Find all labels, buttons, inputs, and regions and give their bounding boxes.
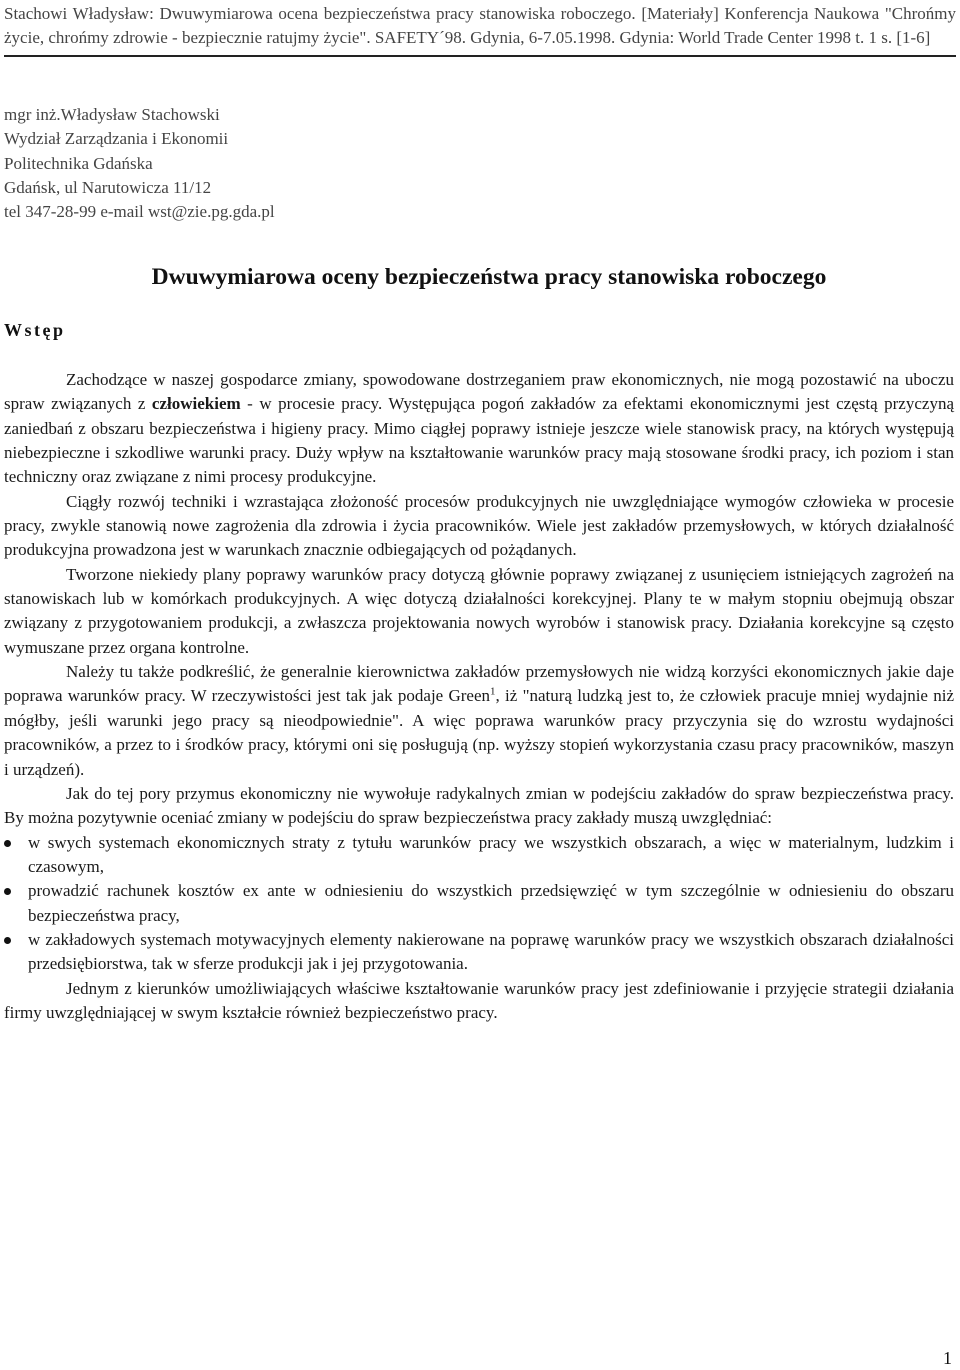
list-item bbox=[4, 928, 954, 977]
bullet-icon bbox=[4, 840, 11, 847]
page-number: 1 bbox=[943, 1348, 952, 1368]
author-name: mgr inż.Władysław Stachowski bbox=[4, 105, 220, 124]
paper-title: Dwuwymiarowa oceny bezpieczeństwa pracy stanowiska roboczego bbox=[151, 264, 827, 290]
list-item-text: w zakładowych systemach motywacyjnych elementy nakierowane na poprawę warunków pracy we wszystkich obszarach działalności przedsiębiorstwa, tak w sferze produkcji jak i jej przygotowania. bbox=[28, 929, 954, 974]
bullet-icon bbox=[4, 937, 11, 944]
paragraph-text: , iż "naturą ludzką jest to, że człowiek pracuje mniej wydajnie niż mógłby, jeśli warunki jego pracy są nieodpowiednie". A więc poprawa warunków pracy przyczynia się do wzrostu wydajności pracowników, a przez to i środków pracy, którymi oni się posługują (np. wyższy stopień wykorzystania czasu pracy pracowników, maszyn i urządzeń). bbox=[4, 686, 954, 779]
emphasis-text: człowiekiem bbox=[151, 394, 241, 414]
author-address: Gdańsk, ul Narutowicza 11/12 bbox=[4, 177, 212, 197]
paragraph-text: Należy tu także podkreślić, że generalnie kierownictwa zakładów przemysłowych nie widzą korzyści ekonomicznych jakie daje poprawa warunków pracy. W rzeczywistości jest tak jak podaje Green bbox=[4, 662, 954, 706]
list-item-text: w swych systemach ekonomicznych straty z tytułu warunków pracy we wszystkich obszarach, a więc w materialnym, ludzkim i czasowym, bbox=[28, 832, 954, 876]
citation-header: Stachowi Władysław: Dwuwymiarowa ocena bezpieczeństwa pracy stanowiska roboczego. [Materiały] Konferencja Naukowa "Chrońmy życie, chrońmy zdrowie - bezpiecznie ratujmy życie". SAFETY´98. Gdynia, 6-7.05.1998. Gdynia: World Trade Center 1998 t. 1 s. [1-6] bbox=[4, 2, 956, 57]
footnote-marker: 1 bbox=[490, 685, 496, 698]
paragraph: Jednym z kierunków umożliwiających właściwe kształtowanie warunków pracy jest zdefiniowanie i przyjęcie strategii działania firmy uwzględniającej w swym kształcie również bezpieczeństwo pracy. bbox=[4, 978, 954, 1022]
paragraph-text: - w procesie pracy. Występująca pogoń zakładów za efektami ekonomicznymi jest częstą przyczyną zaniedbań z obszaru bezpieczeństwa i higieny pracy. Mimo ciągłej poprawy istnieje jeszcze wiele stanowisk pracy, na których występują niebezpieczne i szkodliwe warunki pracy. Duży wpływ na kształtowanie warunków pracy mają stosowane środki pracy, ich poziom i stan techniczny oraz związane z nimi procesy produkcyjne. bbox=[4, 394, 954, 487]
list-item-text: prowadzić rachunek kosztów ex ante w odniesieniu do wszystkich przedsięwzięć w tym szczególnie w odniesieniu do obszaru bezpieczeństwa pracy, bbox=[28, 881, 954, 925]
author-department: Wydział Zarządzania i Ekonomii bbox=[4, 129, 229, 149]
paragraph: Tworzone niekiedy plany poprawy warunków pracy dotyczą głównie poprawy związanej z usunięciem istniejących zagrożeń na stanowiskach lub w komórkach produkcyjnych. A więc dotyczą działalności korekcyjnej. Plany te w małym stopniu obejmują obszar związany z przygotowaniem produkcji, a zwłaszcza projektowania nowych wyrobów i stanowisk pracy. Działania korekcyjne są często wymuszane przez organa kontrolne. bbox=[4, 564, 954, 657]
paragraph bbox=[4, 368, 954, 490]
list-item bbox=[4, 879, 954, 928]
list-item bbox=[4, 831, 954, 880]
paragraph: Jak do tej pory przymus ekonomiczny nie wywołuje radykalnych zmian w podejściu zakładów do spraw bezpieczeństwa pracy. By można pozytywnie oceniać zmiany w podejściu do spraw bezpieczeństwa pracy zakłady muszą uwzględniać: bbox=[4, 783, 954, 828]
author-contact: tel 347-28-99 e-mail wst@zie.pg.gda.pl bbox=[4, 202, 275, 222]
bullet-icon bbox=[4, 888, 11, 895]
author-university: Politechnika Gdańska bbox=[4, 153, 153, 173]
bullet-list bbox=[4, 831, 954, 977]
paragraph-text: Zachodzące w naszej gospodarce zmiany, spowodowane dostrzeganiem praw ekonomicznych, nie mogą pozostawić na uboczu spraw związanych z bbox=[4, 370, 954, 414]
section-heading: Wstęp bbox=[4, 320, 66, 340]
paragraph bbox=[4, 660, 954, 782]
body-text bbox=[4, 368, 954, 1025]
author-block bbox=[4, 103, 604, 224]
paragraph: Ciągły rozwój techniki i wzrastająca złożoność procesów produkcyjnych nie uwzględniające wymogów człowieka w procesie pracy, zwykle stanowią nowe zagrożenia dla zdrowia i życia pracowników. Wiele jest zakładów przemysłowych, w których działalność produkcyjna prowadzona jest w warunkach znacznie odbiegających od pożądanych. bbox=[4, 491, 954, 560]
